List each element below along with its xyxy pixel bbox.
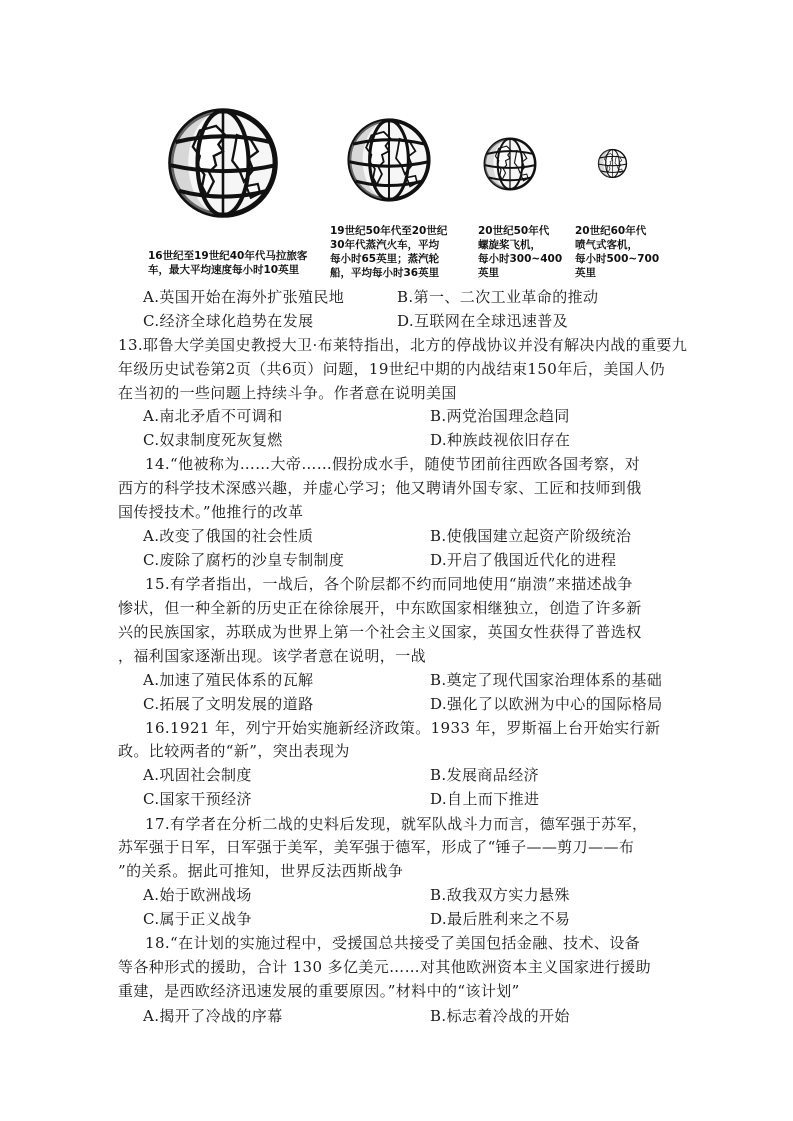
q18-stem-line: 等各种形式的援助，合计 130 多亿美元……对其他欧洲资本主义国家进行援助 [118, 958, 651, 976]
q16-stem-line: 政。比较两者的“新”，突出表现为 [118, 742, 350, 760]
q13-stem-line: 年级历史试卷第2页（共6页）问题，19世纪中期的内战结束150年后，美国人仍 [118, 360, 666, 378]
q18-option-b: B.标志着冷战的开始 [430, 1007, 570, 1025]
q13-stem-line: 在当初的一些问题上持续斗争。作者意在说明美国 [118, 384, 457, 402]
globe-2-caption-line: 船，平均每小时36英里 [330, 267, 440, 279]
q12-option-b: B.第一、二次工业革命的推动 [397, 288, 599, 306]
q17-stem-line: ”的关系。据此可推知，世界反法西斯战争 [118, 862, 404, 880]
q17-stem-line: 17.有学者在分析二战的史料后发现，就军队战斗力而言，德军强于苏军， [145, 815, 648, 833]
q15-option-c: C.拓展了文明发展的道路 [143, 695, 314, 713]
q14-stem-line: 国传授技术。”他推行的改革 [118, 503, 304, 521]
q17-option-b: B.敌我双方实力悬殊 [430, 886, 570, 904]
globe-4-caption-line: 喷气式客机， [575, 239, 638, 251]
q17-stem-line: 苏军强于日军，日军强于美军，美军强于德军，形成了“锤子——剪刀——布 [118, 838, 635, 856]
q14-option-d: D.开启了俄国近代化的进程 [430, 551, 617, 569]
globe-3-caption-line: 螺旋桨飞机， [478, 239, 541, 251]
q12-option-d: D.互联网在全球迅速普及 [397, 312, 569, 330]
q17-option-d: D.最后胜利来之不易 [430, 910, 571, 928]
q16-option-a: A.巩固社会制度 [143, 766, 252, 784]
q15-stem-line: ，福利国家逐渐出现。该学者意在说明，一战 [118, 647, 427, 665]
q16-option-d: D.自上而下推进 [430, 790, 540, 808]
q15-stem-line: 惨状，但一种全新的历史正在徐徐展开，中东欧国家相继独立，创造了许多新 [118, 599, 642, 617]
globe-1-caption-line: 16世纪至19世纪40年代马拉旅客 [148, 250, 308, 262]
globe-2-caption-line: 每小时65英里；蒸汽轮 [330, 253, 440, 265]
globe-4-caption-line: 每小时500~700 [575, 253, 660, 265]
q13-option-b: B.两党治国理念趋同 [430, 407, 570, 425]
q16-stem-line: 16.1921 年，列宁开始实施新经济政策。1933 年，罗斯福上台开始实行新 [145, 719, 661, 737]
q18-stem-line: 18.“在计划的实施过程中，受援国总共接受了美国包括金融、技术、设备 [145, 934, 641, 952]
q13-stem-line: 13.耶鲁大学美国史教授大卫·布莱特指出，北方的停战协议并没有解决内战的重要九 [118, 336, 688, 354]
q17-option-c: C.属于正义战争 [143, 910, 252, 928]
globe-4-caption-line: 英里 [575, 267, 596, 279]
q15-option-b: B.奠定了现代国家治理体系的基础 [430, 671, 663, 689]
q18-stem-line: 重建，是西欧经济迅速发展的重要原因。”材料中的“该计划” [118, 982, 520, 1000]
q14-stem-line: 14.“他被称为……大帝……假扮成水手，随使节团前往西欧各国考察，对 [145, 455, 641, 473]
q14-option-b: B.使俄国建立起资产阶级统治 [430, 527, 632, 545]
q13-option-c: C.奴隶制度死灰复燃 [143, 431, 283, 449]
globe-icon-3 [482, 136, 538, 192]
q14-option-a: A.改变了俄国的社会性质 [143, 527, 314, 545]
q13-option-d: D.种族歧视依旧存在 [430, 431, 571, 449]
globe-1-caption-line: 车，最大平均速度每小时10英里 [148, 264, 300, 276]
q12-option-a: A.英国开始在海外扩张殖民地 [143, 288, 345, 306]
q16-option-c: C.国家干预经济 [143, 790, 252, 808]
q16-option-b: B.发展商品经济 [430, 766, 539, 784]
q15-option-a: A.加速了殖民体系的瓦解 [143, 671, 314, 689]
q15-stem-line: 兴的民族国家，苏联成为世界上第一个社会主义国家，英国女性获得了普选权 [118, 623, 642, 641]
q18-option-a: A.揭开了冷战的序幕 [143, 1007, 283, 1025]
q15-stem-line: 15.有学者指出，一战后，各个阶层都不约而同地使用“崩溃”来描述战争 [145, 575, 633, 593]
globe-3-caption-line: 每小时300~400 [478, 253, 563, 265]
q14-option-c: C.废除了腐朽的沙皇专制制度 [143, 551, 345, 569]
q15-option-d: D.强化了以欧洲为中心的国际格局 [430, 695, 663, 713]
globe-icon-2 [345, 116, 433, 204]
q12-option-c: C.经济全球化趋势在发展 [143, 312, 314, 330]
globe-icon-4 [597, 148, 628, 179]
q17-option-a: A.始于欧洲战场 [143, 886, 252, 904]
globe-icon-1 [165, 105, 281, 221]
q13-option-a: A.南北矛盾不可调和 [143, 407, 283, 425]
globe-2-caption-line: 30年代蒸汽火车，平均 [330, 239, 440, 251]
globe-3-caption-line: 20世纪50年代 [478, 225, 550, 237]
globe-4-caption-line: 20世纪60年代 [575, 225, 647, 237]
globe-2-caption-line: 19世纪50年代至20世纪 [330, 225, 448, 237]
globe-3-caption-line: 英里 [478, 267, 499, 279]
q14-stem-line: 西方的科学技术深感兴趣，并虚心学习；他又聘请外国专家、工匠和技师到俄 [118, 479, 642, 497]
